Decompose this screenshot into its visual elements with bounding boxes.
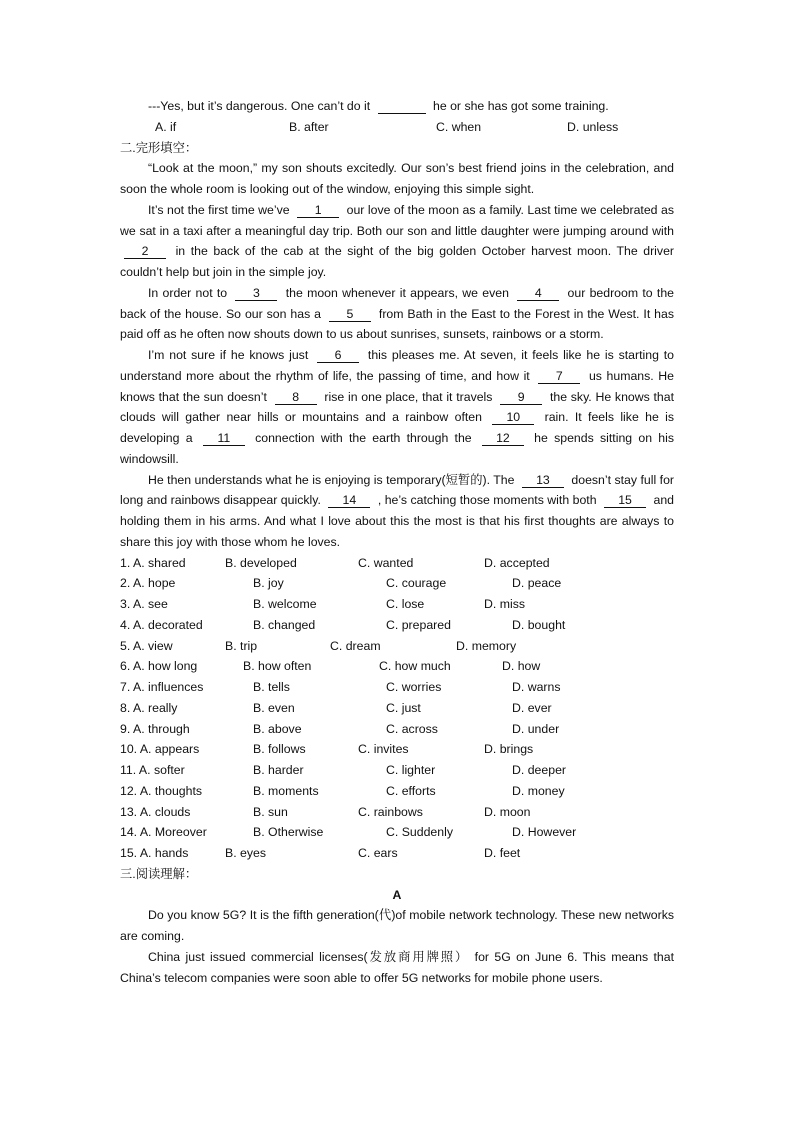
option-c: C. rainbows — [358, 804, 423, 819]
paragraph-text: and holding them in his arms. And what I love about this the most is that his first thoughts are always to share this joy with those whom he loves. — [120, 493, 675, 549]
stem-text: ---Yes, but it’s dangerous. One can’t do it — [148, 99, 371, 113]
option-b: B. changed — [253, 617, 316, 632]
paragraph — [120, 345, 674, 470]
paragraph-text: China just issued commercial licenses(发放商用牌照） for 5G on June 6. This means that China’s telecom companies were soon able to offer 5G networks for mobile phone users. — [120, 949, 674, 985]
paragraph-text: He then understands what he is enjoying is temporary(短暂的). The — [148, 472, 515, 487]
option-b: B. how often — [243, 659, 312, 674]
blank-7: 7 — [538, 369, 580, 384]
paragraph-text: this pleases me. At seven, it feels like he is starting to understand more about the rhythm of life, the passing of time, and how it — [120, 348, 675, 383]
option-a: 15. A. hands — [120, 846, 189, 860]
option-a: 2. A. hope — [120, 576, 176, 591]
option-d: D. memory — [456, 638, 517, 653]
paragraph-text: the sky. He knows that clouds will gather near hills or mountains and a rainbow often — [120, 389, 675, 425]
option-b: B. follows — [253, 742, 306, 757]
option-a: 13. A. clouds — [120, 804, 191, 819]
option-row-6 — [120, 656, 674, 677]
option-d: D. warns — [512, 680, 561, 694]
paragraph — [120, 470, 674, 553]
paragraph — [120, 158, 674, 200]
paragraph-text: he spends sitting on his windowsill. — [120, 431, 675, 466]
option-d: D. peace — [512, 576, 562, 591]
passage-label: A — [392, 887, 402, 902]
paragraph-text: , he’s catching those moments with both — [377, 493, 597, 508]
paragraph — [120, 200, 674, 283]
paragraph-text: In order not to — [148, 285, 228, 300]
option-b: B. harder — [253, 763, 304, 777]
option-a: 4. A. decorated — [120, 617, 203, 632]
option-d: D. miss — [484, 597, 525, 611]
option-d: D. bought — [512, 617, 566, 632]
option-a: 8. A. really — [120, 700, 178, 715]
option-c: C. ears — [358, 846, 398, 860]
option-c: C. when — [436, 119, 482, 134]
option-d: D. However — [512, 825, 577, 840]
paragraph — [120, 283, 674, 345]
option-d: D. money — [512, 783, 565, 798]
option-a: 14. A. Moreover — [120, 825, 207, 840]
blank-15: 15 — [604, 493, 646, 508]
option-b: B. welcome — [253, 597, 317, 611]
paragraph-text: the moon whenever it appears, we even — [285, 285, 509, 300]
cloze-passage — [120, 158, 674, 552]
paragraph-text: “Look at the moon,” my son shouts excitedly. Our son’s best friend joins in the celebration, and soon the whole room is looking out of the window, enjoying this simple sight. — [120, 161, 674, 196]
option-c: C. efforts — [386, 783, 436, 798]
option-c: C. Suddenly — [386, 825, 453, 840]
option-c: C. worries — [386, 680, 442, 694]
paragraph-text: rain. It feels like he is developing a — [120, 410, 674, 445]
blank-6: 6 — [317, 348, 359, 363]
paragraph-text: connection with the earth through the — [255, 431, 472, 445]
option-d: D. how — [502, 659, 541, 674]
document-page — [120, 96, 674, 988]
prev-question-stem — [120, 96, 674, 117]
option-b: B. after — [289, 119, 329, 134]
option-c: C. across — [386, 721, 438, 736]
option-row-15 — [120, 843, 674, 864]
paragraph-text: rise in one place, that it travels — [324, 389, 493, 404]
option-row-9 — [120, 719, 674, 740]
blank-12: 12 — [482, 431, 524, 446]
option-d: D. moon — [484, 804, 531, 819]
paragraph — [120, 905, 674, 947]
option-d: D. unless — [567, 119, 619, 134]
paragraph-text: us humans. He knows that the sun doesn’t — [120, 368, 674, 404]
paragraph-text: our love of the moon as a family. Last time we celebrated as we sat in a taxi after a meaningful day trip. Both our son and little daughter were jumping around with — [120, 202, 674, 238]
blank-11: 11 — [203, 431, 245, 446]
blank-5: 5 — [329, 307, 371, 322]
blank-3: 3 — [235, 286, 277, 301]
option-b: B. above — [253, 721, 302, 736]
option-c: C. prepared — [386, 617, 451, 632]
option-c: C. how much — [379, 659, 451, 674]
option-row-10 — [120, 739, 674, 760]
option-b: B. joy — [253, 576, 284, 591]
option-row-8 — [120, 698, 674, 719]
option-c: C. lighter — [386, 763, 436, 777]
option-d: D. accepted — [484, 555, 550, 570]
option-b: B. trip — [225, 638, 258, 653]
option-a: 12. A. thoughts — [120, 783, 203, 798]
blank-9: 9 — [500, 390, 542, 405]
paragraph-text: doesn’t stay full for long and rainbows disappear quickly. — [120, 472, 674, 508]
option-row-14 — [120, 822, 674, 843]
option-b: B. even — [253, 700, 295, 715]
option-row-7 — [120, 677, 674, 698]
option-row-3 — [120, 594, 674, 615]
option-b: B. developed — [225, 555, 297, 570]
option-c: C. invites — [358, 742, 409, 757]
option-a: 1. A. shared — [120, 555, 186, 570]
option-c: C. dream — [330, 638, 381, 653]
option-row-1 — [120, 553, 674, 574]
paragraph — [120, 947, 674, 989]
option-b: B. sun — [253, 804, 288, 819]
paragraph-text: Do you know 5G? It is the fifth generation(代)of mobile network technology. These new networks are coming. — [120, 908, 674, 943]
option-a: 6. A. how long — [120, 659, 198, 674]
blank-1: 1 — [297, 203, 339, 218]
option-c: C. just — [386, 700, 421, 715]
option-row-5 — [120, 636, 674, 657]
option-row-13 — [120, 802, 674, 823]
option-d: D. brings — [484, 742, 534, 757]
blank-14: 14 — [328, 493, 370, 508]
option-row-2 — [120, 573, 674, 594]
stem-text: he or she has got some training. — [433, 99, 609, 113]
option-a: 11. A. softer — [120, 763, 185, 777]
option-row-12 — [120, 781, 674, 802]
cloze-options — [120, 553, 674, 864]
prev-question-options — [120, 117, 674, 138]
option-a: 9. A. through — [120, 721, 190, 736]
option-b: B. Otherwise — [253, 825, 324, 840]
answer-blank — [378, 99, 426, 114]
option-a: 7. A. influences — [120, 680, 204, 694]
option-a: 3. A. see — [120, 597, 168, 611]
paragraph-text: It’s not the first time we’ve — [148, 202, 290, 217]
option-d: D. feet — [484, 846, 521, 860]
option-c: C. wanted — [358, 555, 414, 570]
blank-4: 4 — [517, 286, 559, 301]
option-a: 10. A. appears — [120, 742, 200, 757]
option-d: D. under — [512, 721, 560, 736]
blank-10: 10 — [492, 410, 534, 425]
reading-passage — [120, 905, 674, 988]
option-a: 5. A. view — [120, 638, 173, 653]
option-row-11 — [120, 760, 674, 781]
option-b: B. moments — [253, 783, 319, 798]
blank-13: 13 — [522, 473, 564, 488]
paragraph-text: in the back of the cab at the sight of the big golden October harvest moon. The driver couldn’t help but join in the simple joy. — [120, 244, 674, 279]
option-d: D. ever — [512, 700, 552, 715]
paragraph-text: I’m not sure if he knows just — [148, 348, 309, 362]
paragraph-text: from Bath in the East to the Forest in the West. It has paid off as he often now shouts down to us about sunrises, sunsets, rainbows or a storm. — [120, 306, 674, 342]
option-d: D. deeper — [512, 763, 567, 777]
option-c: C. courage — [386, 576, 447, 591]
option-row-4 — [120, 615, 674, 636]
option-c: C. lose — [386, 597, 425, 611]
section2-heading: 二.完形填空： — [120, 140, 198, 155]
section3-heading: 三.阅读理解： — [120, 866, 198, 881]
blank-8: 8 — [275, 390, 317, 405]
option-b: B. eyes — [225, 846, 267, 860]
blank-2: 2 — [124, 244, 166, 259]
paragraph-text: our bedroom to the back of the house. So our son has a — [120, 285, 675, 321]
option-b: B. tells — [253, 680, 290, 694]
option-a: A. if — [155, 119, 177, 134]
